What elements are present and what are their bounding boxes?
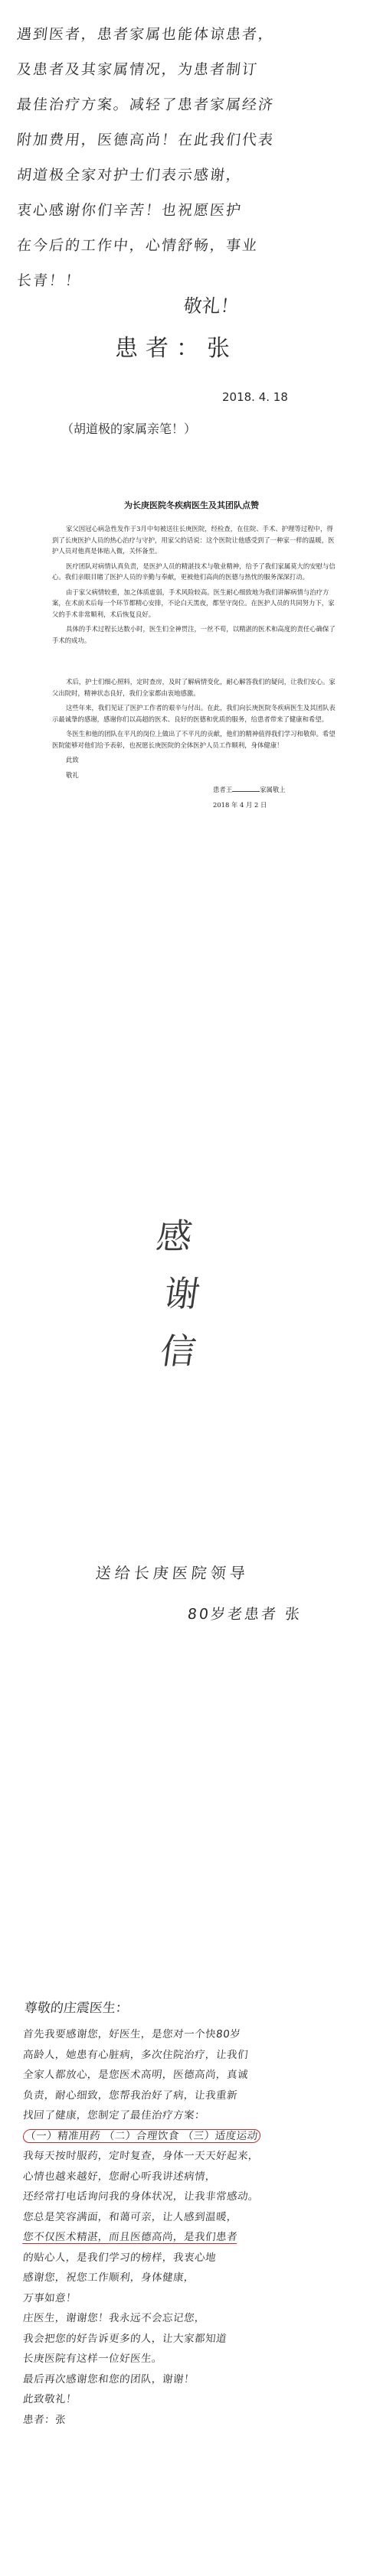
- printed-letter: [0, 490, 383, 1132]
- letter1-date: 2018. 4. 18: [222, 390, 288, 404]
- letter1-line: 最佳治疗方案。减轻了患者家属经济: [15, 96, 276, 113]
- letter2-paragraph: 这些年来，我们见证了医护工作者的艰辛与付出。在此，我们向长庚医院冬疾病医生及其团队表示最诚挚的感谢，感谢你们以高超的医术、良好的医德和优质的服务，给患者带来了健康和希望。: [52, 704, 336, 723]
- letter2-signature-suffix: 家属敬上: [260, 786, 286, 793]
- letter1-line: 在今后的工作中，心情舒畅，事业: [15, 237, 260, 254]
- letter4-line: 全家人都放心，是您医术高明，医德高尚，真诚: [22, 2069, 249, 2081]
- letter4-line: 您总是笑容满面，和蔼可亲，让人感到温暖，: [22, 2210, 238, 2223]
- letter2-paragraph: 术后，护士们细心照料，定时查房，及时了解病情变化，耐心解答我们的疑问，让我们安心。家父出院时，精神状态良好，我们全家都由衷地感激。: [52, 678, 336, 697]
- letter1-line: 胡道极全家对护士们表示感谢，: [15, 167, 244, 184]
- letter2-closing: 敬礼: [66, 770, 79, 779]
- letter1-signature: 患者：张: [115, 335, 237, 362]
- letter2-paragraph: 医疗团队对病情认真负责，是医护人员的精湛技术与敬业精神，给予了我们家属莫大的安慰与信心。我们亲眼目睹了医护人员的辛勤与奉献，更被他们高尚的医德与热忱的服务深深打动。: [52, 562, 336, 581]
- letter4-body: [23, 2024, 372, 2430]
- letter4-line: 还经常打电话询问我的身体状况，让我非常感动。: [22, 2190, 260, 2203]
- letter4-line: 此致敬礼！: [22, 2393, 77, 2405]
- letter2-date: 2018 年 4 月 2 日: [213, 800, 267, 809]
- letter4-line: 首先我要感谢您，好医生，是您对一个快80岁: [22, 2028, 242, 2040]
- letter2-body: [52, 523, 337, 814]
- cover-sender: 80岁老患者 张: [186, 1606, 303, 1623]
- letter4-line: 负责，耐心细致，您帮我治好了病，让我重新: [22, 2089, 238, 2102]
- letter1-line: 长青！！: [15, 272, 83, 289]
- letter2-signature: [52, 784, 337, 796]
- cover-recipient: 送给长庚医院领导: [94, 1564, 250, 1582]
- letter4-line: 的贴心人，是我们学习的榜样，我衷心地: [22, 2251, 217, 2264]
- handwritten-letter-2: [0, 1943, 383, 2576]
- letter4-line: 心情也越来越好，您耐心听我讲述病情，: [22, 2170, 217, 2183]
- letter2-paragraph: 冬医生和他的团队在平凡的岗位上做出了不平凡的贡献，他们的精神值得我们学习和敬仰。希望医院能够对他们给予表彰，也祝愿长庚医院的全体医护人员工作顺利，身体健康！: [52, 730, 336, 749]
- letter2-closing: 此致: [66, 756, 79, 764]
- letter4-line: 长庚医院有这样一位好医生。: [22, 2353, 163, 2365]
- letter1-line: 衷心感谢你们辛苦！也祝愿医护: [15, 202, 244, 219]
- letter4-line: 我每天按时服药，定时复查，身体一天天好起来，: [22, 2150, 260, 2162]
- letter4-line: [22, 2227, 373, 2248]
- letter1-body: [17, 17, 369, 298]
- letter1-line: 附加费用，医德高尚！在此我们代表: [15, 132, 276, 148]
- letter1-line: 及患者及其家属情况，为患者制订: [15, 61, 260, 78]
- cover-title-char: 信: [157, 1330, 199, 1372]
- underlined-phrase: 您不仅医术精湛，而且医德高尚，是我们患者: [22, 2231, 238, 2243]
- letter1-line: 遇到医者，患者家属也能体谅患者，: [15, 26, 276, 43]
- letter1-note: （胡道极的家属亲笔！）: [61, 422, 197, 436]
- letter4-heading: 尊敬的庄震医生：: [23, 2001, 129, 2016]
- highlighted-phrase: （一）精准用药 （二）合理饮食 （三）适度运动: [22, 2129, 260, 2143]
- letter4-line: 高龄人，她患有心脏病，多次住院治疗，让我们: [22, 2048, 249, 2061]
- letter4-line: 找回了健康，您制定了最佳治疗方案：: [22, 2109, 206, 2122]
- letter4-line: 万事如意！: [22, 2291, 77, 2304]
- letter2-paragraph: 具体的手术过程长达数小时，医生们全神贯注，一丝不苟，以精湛的医术和高度的责任心确保了手术的成功。: [52, 625, 336, 644]
- letter2-paragraph: 家父因冠心病急性发作于3月中旬被送往长庚医院，经检查，在住院、手术、护理等过程中，得到了长庚医护人员的热心治疗与守护，用家父的话说：这个医院让他感受到了一种家一样的温暖，医护人员对他真是体贴入微，关怀备至。: [52, 525, 335, 555]
- signature-blank: [232, 784, 260, 792]
- letter4-line: 我会把您的好告诉更多的人，让大家都知道: [22, 2332, 228, 2345]
- letter4-line: 患者：张: [22, 2413, 67, 2426]
- thank-you-cover: [0, 1132, 383, 1943]
- letter4-line: 庄医生，谢谢您！我永远不会忘记您，: [22, 2312, 206, 2324]
- letter4-line: 感谢您，祝您工作顺利，身体健康，: [22, 2272, 195, 2284]
- letter4-line: 最后再次感谢您和您的团队，谢谢！: [22, 2372, 195, 2385]
- letter2-title: 为长庚医院冬疾病医生及其团队点赞: [124, 500, 259, 510]
- letter1-salutation: 敬礼！: [182, 295, 241, 317]
- cover-title-char: 谢: [161, 1273, 203, 1314]
- letter4-line: [22, 2126, 373, 2147]
- letter2-signature-prefix: 患者王: [213, 786, 233, 793]
- letter2-paragraph: 由于家父病情较重，加之体质虚弱，手术风险较高。医生耐心细致地为我们讲解病情与治疗方案，在术前术后每一个环节都精心安排，不论白天黑夜，都坚守岗位。在医护人员的共同努力下，家父的手术非常顺利，术后恢复良好。: [52, 588, 335, 618]
- cover-title-char: 感: [153, 1216, 195, 1257]
